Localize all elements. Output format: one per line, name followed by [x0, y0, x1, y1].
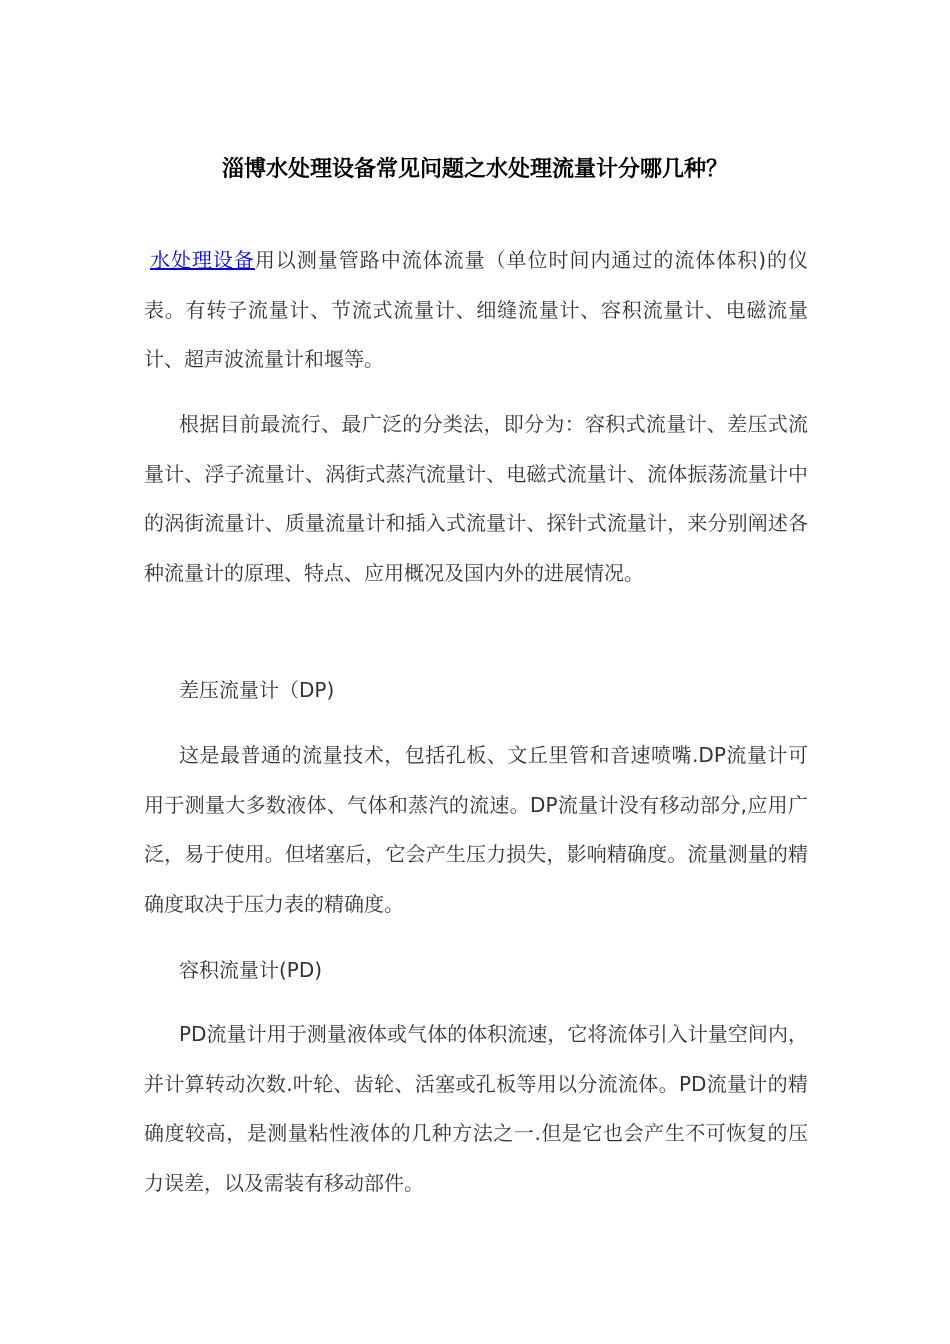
section-body-pd: PD流量计用于测量液体或气体的体积流速，它将流体引入计量空间内，并计算转动次数.叶轮、齿轮、活塞或孔板等用以分流流体。PD流量计的精确度较高，是测量粘性液体的几种方法之一.但是它也会产生不可恢复的压力误差，以及需装有移动部件。 [144, 1022, 808, 1195]
classification-paragraph: 根据目前最流行、最广泛的分类法，即分为：容积式流量计、差压式流量计、浮子流量计、涡街式蒸汽流量计、电磁式流量计、流体振荡流量计中的涡街流量计、质量流量计和插入式流量计、探针式流量计，来分别阐述各种流量计的原理、特点、应用概况及国内外的进展情况。 [144, 412, 808, 585]
document-title: 淄博水处理设备常见问题之水处理流量计分哪几种？ [221, 157, 728, 182]
intro-paragraph [144, 236, 808, 385]
section-heading-dp: 差压流量计（DP) [179, 678, 335, 702]
section-body-dp: 这是最普通的流量技术，包括孔板、文丘里管和音速喷嘴.DP流量计可用于测量大多数液体、气体和蒸汽的流速。DP流量计没有移动部分,应用广泛，易于使用。但堵塞后，它会产生压力损失，影响精确度。流量测量的精确度取决于压力表的精确度。 [144, 743, 808, 916]
section-heading-pd: 容积流量计(PD) [179, 958, 323, 982]
water-treatment-equipment-link[interactable]: 水处理设备 [150, 248, 255, 272]
intro-text: 用以测量管路中流体流量（单位时间内通过的流体体积)的仪表。有转子流量计、节流式流量计、细缝流量计、容积流量计、电磁流量计、超声波流量计和堰等。 [144, 248, 808, 371]
